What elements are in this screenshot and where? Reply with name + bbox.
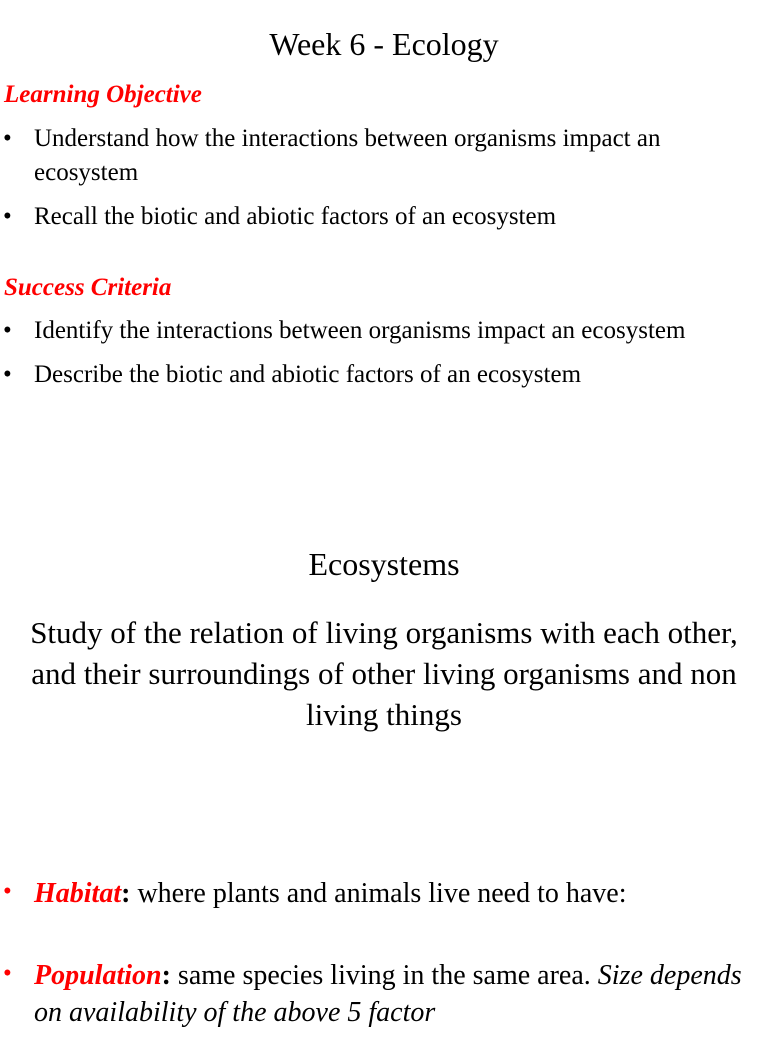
learning-objective-item: Recall the biotic and abiotic factors of an ecosystem (34, 203, 557, 230)
term-colon: : (161, 960, 171, 991)
learning-objective-heading: Learning Objective (4, 81, 202, 108)
list-item (0, 358, 768, 392)
page-title: Week 6 - Ecology (269, 26, 499, 62)
learning-objective-item: Understand how the interactions between organisms impact an ecosystem (34, 125, 661, 186)
bullet-icon: • (3, 203, 12, 230)
list-item (0, 314, 768, 348)
term-habitat (0, 875, 768, 912)
learning-objective-list (0, 122, 768, 244)
term-population (0, 957, 768, 1031)
term-label: Population (34, 960, 162, 991)
term-note: Size depends on availability of the above 5 factor (34, 960, 742, 1028)
success-criteria-heading: Success Criteria (4, 274, 172, 301)
ecosystems-heading: Ecosystems (308, 546, 460, 582)
bullet-icon: • (3, 878, 12, 905)
term-description: same species living in the same area. (170, 960, 598, 991)
terms-list (0, 875, 768, 1041)
bullet-icon: • (3, 361, 12, 388)
list-item (0, 122, 768, 190)
term-colon: : (121, 878, 131, 909)
bullet-icon: • (3, 317, 12, 344)
success-criteria-item: Describe the biotic and abiotic factors of an ecosystem (34, 361, 582, 388)
list-item (0, 200, 768, 234)
term-label: Habitat (34, 878, 122, 909)
bullet-icon: • (3, 125, 12, 152)
term-description: where plants and animals live need to have: (130, 878, 627, 909)
ecosystems-definition: Study of the relation of living organisms with each other, and their surroundings of other living organisms and non living things (30, 615, 738, 732)
bullet-icon: • (3, 960, 12, 987)
success-criteria-item: Identify the interactions between organisms impact an ecosystem (34, 317, 686, 344)
success-criteria-list (0, 314, 768, 402)
